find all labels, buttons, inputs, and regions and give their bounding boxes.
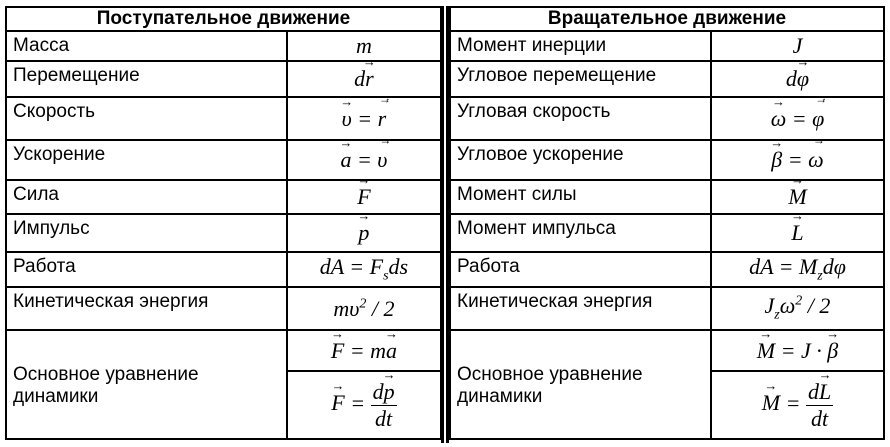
formula-angular-displacement: dφ →: [711, 61, 884, 97]
formula-angular-momentum: L →: [711, 214, 884, 252]
formula-kinetic-energy: $m\upsilon^2 / 2$: [287, 287, 441, 330]
row-name: Кинетическая энергия: [450, 287, 711, 330]
row-name: Угловое ускорение: [450, 140, 711, 180]
formula-newton-2: F → = ma →: [287, 330, 441, 371]
row-name: Момент силы: [450, 180, 711, 214]
row-name: Угловое перемещение: [450, 61, 711, 97]
row-name: Ускорение: [6, 140, 287, 180]
formula-displacement: dr →: [287, 61, 441, 97]
row-name: Масса: [6, 31, 287, 61]
formula-angular-acceleration: β → = ω →·: [711, 140, 884, 180]
row-name: Момент инерции: [450, 31, 711, 61]
row-name: Импульс: [6, 214, 287, 252]
formula-angular-velocity: ω → = φ →·: [711, 97, 884, 140]
formula-rot-work: dA = $M_zd\varphi$: [711, 252, 884, 287]
row-name: Сила: [6, 180, 287, 214]
formula-work: dA = $F_sds$: [287, 252, 441, 287]
rotational-table: [449, 6, 885, 440]
formula-rot-dynamics: M → = J · β →: [711, 330, 884, 371]
row-name: Момент импульса: [450, 214, 711, 252]
row-name: Угловая скорость: [450, 97, 711, 140]
formula-inertia: J: [711, 31, 884, 61]
row-name: Кинетическая энергия: [6, 287, 287, 330]
formula-rot-kinetic-energy: $J_z\omega^2 / 2$: [711, 287, 884, 330]
rotational-header: Вращательное движение: [450, 7, 884, 31]
row-name: Перемещение: [6, 61, 287, 97]
formula-torque: M →: [711, 180, 884, 214]
formula-acceleration: a → = υ →·: [287, 140, 441, 180]
row-name: Работа: [6, 252, 287, 287]
formula-rot-dynamics-momentum: M → = $\frac{dL \to}{dt}$: [711, 371, 884, 439]
formula-mass: m: [287, 31, 441, 61]
translational-header: Поступательное движение: [6, 7, 441, 31]
row-name: Основное уравнение динамики: [450, 330, 711, 439]
formula-newton-2-momentum: F → = $\frac{dp \to}{dt}$: [287, 371, 441, 439]
translational-table: [5, 6, 442, 440]
formula-force: F →: [287, 180, 441, 214]
row-name: Основное уравнение динамики: [6, 330, 287, 439]
row-name: Работа: [450, 252, 711, 287]
double-divider: [441, 6, 449, 443]
formula-momentum: p →: [287, 214, 441, 252]
row-name: Скорость: [6, 97, 287, 140]
formula-velocity: υ → = r →·: [287, 97, 441, 140]
